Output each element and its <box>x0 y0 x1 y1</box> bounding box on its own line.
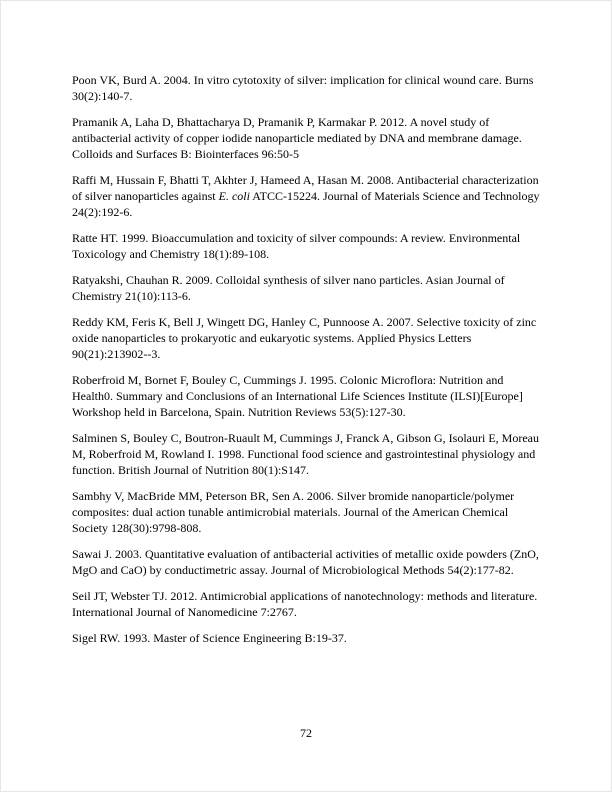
reference-item <box>72 114 542 162</box>
reference-text: Reddy KM, Feris K, Bell J, Wingett DG, Hanley C, Punnoose A. 2007. Selective toxicity of zinc oxide nanoparticles to prokaryotic and eukaryotic systems. Applied Physics Letters 90(21):213902--3. <box>72 315 537 361</box>
reference-text: Poon VK, Burd A. 2004. In vitro cytotoxity of silver: implication for clinical wound care. Burns 30(2):140-7. <box>72 73 534 103</box>
reference-item <box>72 314 542 362</box>
reference-item <box>72 488 542 536</box>
reference-text: Sawai J. 2003. Quantitative evaluation of antibacterial activities of metallic oxide powders (ZnO, MgO and CaO) by conductimetric assay. Journal of Microbiological Methods 54(2):177-82. <box>72 547 539 577</box>
reference-text: Ratyakshi, Chauhan R. 2009. Colloidal synthesis of silver nano particles. Asian Journal of Chemistry 21(10):113-6. <box>72 273 505 303</box>
reference-text: Seil JT, Webster TJ. 2012. Antimicrobial applications of nanotechnology: methods and literature. International Journal of Nanomedicine 7:2767. <box>72 589 538 619</box>
reference-text: ATCC-15224. Journal of Materials Science and Technology 24(2):192-6. <box>72 189 540 219</box>
reference-item <box>72 630 542 646</box>
reference-text: Salminen S, Bouley C, Boutron-Ruault M, Cummings J, Franck A, Gibson G, Isolauri E, Moreau M, Roberfroid M, Rowland I. 1998. Functional food science and gastrointestinal physiology and function. British Journal of Nutrition 80(1):S147. <box>72 431 539 477</box>
reference-item <box>72 272 542 304</box>
reference-item <box>72 588 542 620</box>
reference-text: Raffi M, Hussain F, Bhatti T, Akhter J, Hameed A, Hasan M. 2008. Antibacterial characterization of silver nanoparticles against <box>72 173 539 203</box>
reference-text: Roberfroid M, Bornet F, Bouley C, Cummings J. 1995. Colonic Microflora: Nutrition and Health0. Summary and Conclusions of an International Life Sciences Institute (ILSI)[Europe] Workshop held in Barcelona, Spain. Nutrition Reviews 53(5):127-30. <box>72 373 523 419</box>
reference-text: Sambhy V, MacBride MM, Peterson BR, Sen A. 2006. Silver bromide nanoparticle/polymer composites: dual action tunable antimicrobial materials. Journal of the American Chemical Society 128(30):9798-808. <box>72 489 515 535</box>
reference-text: Ratte HT. 1999. Bioaccumulation and toxicity of silver compounds: A review. Environmental Toxicology and Chemistry 18(1):89-108. <box>72 231 521 261</box>
reference-item <box>72 372 542 420</box>
reference-item <box>72 72 542 104</box>
reference-item <box>72 230 542 262</box>
reference-item <box>72 430 542 478</box>
reference-item <box>72 546 542 578</box>
references-list <box>72 72 542 646</box>
reference-item <box>72 172 542 220</box>
reference-text-italic: E. coli <box>218 189 250 203</box>
reference-text: Pramanik A, Laha D, Bhattacharya D, Pramanik P, Karmakar P. 2012. A novel study of antibacterial activity of copper iodide nanoparticle mediated by DNA and membrane damage. Colloids and Surfaces B: Biointerfaces 96:50-5 <box>72 115 522 161</box>
reference-text: Sigel RW. 1993. Master of Science Engineering B:19-37. <box>72 631 347 645</box>
page-number: 72 <box>300 726 312 740</box>
